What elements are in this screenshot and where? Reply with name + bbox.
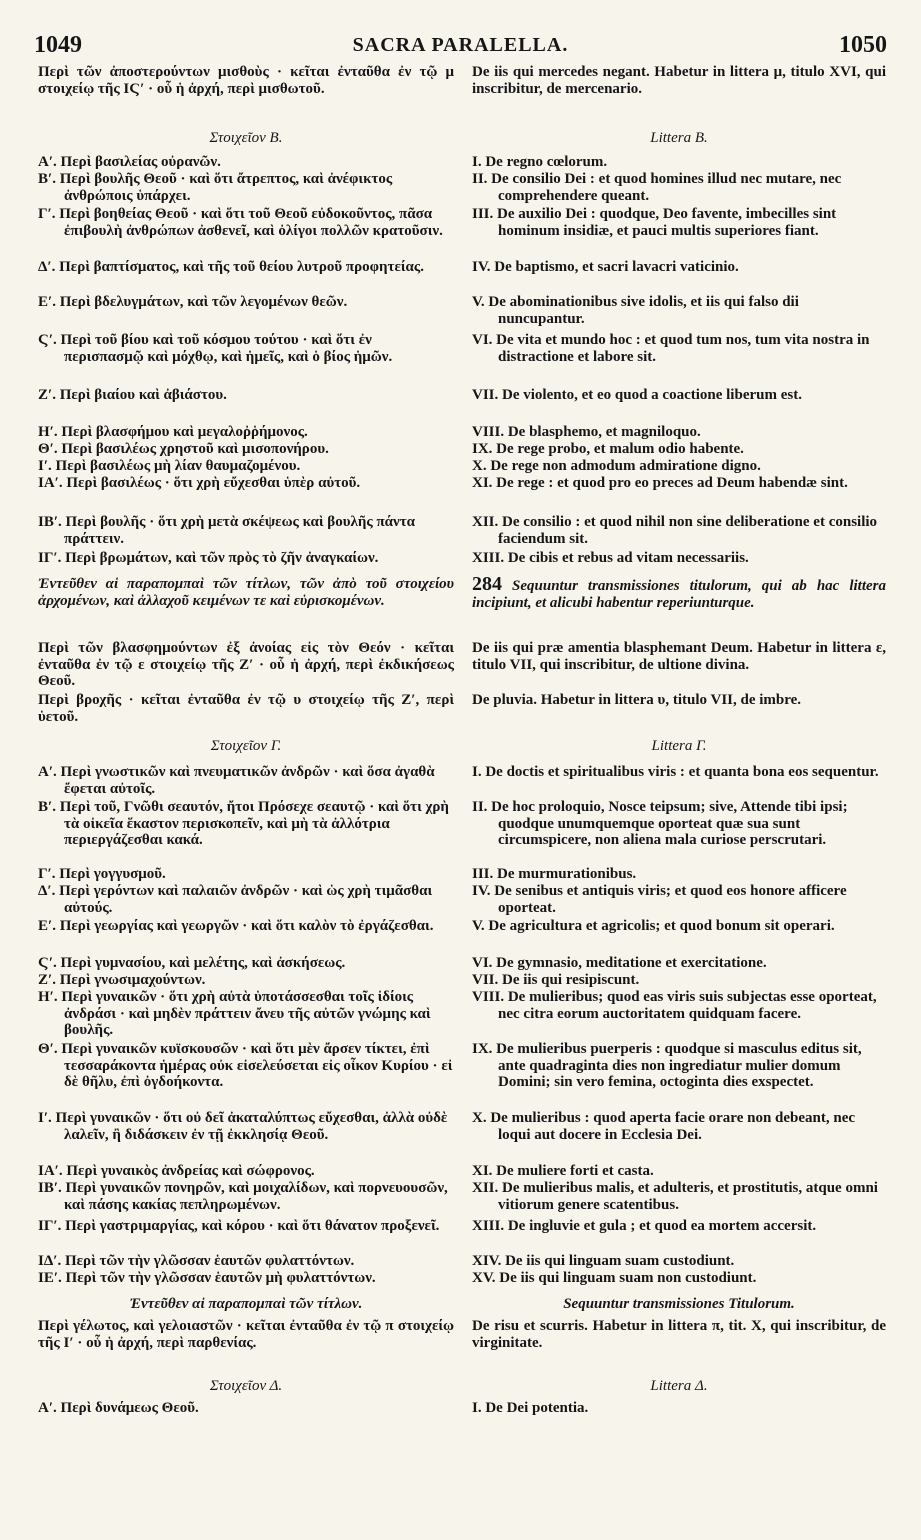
greek-entry: Α′. Περὶ δυνάμεως Θεοῦ. — [38, 1400, 199, 1416]
latin-entry: VII. De iis qui resipiscunt. — [472, 972, 640, 988]
latin-entry: IV. De baptismo, et sacri lavacri vaticinio. — [472, 259, 739, 275]
greek-entry: Ϛ′. Περὶ γυμνασίου, καὶ μελέτης, καὶ ἀσκήσεως. — [38, 955, 346, 971]
latin-entry: XI. De muliere forti et casta. — [472, 1163, 654, 1179]
greek-entry: Στοιχεῖον Δ. — [209, 1378, 283, 1394]
greek-entry: Περὶ βροχῆς · κεῖται ἐνταῦθα ἐν τῷ υ στοιχείῳ τῆς Ζ′, περὶ ὑετοῦ. — [38, 692, 454, 725]
latin-entry: I. De Dei potentia. — [472, 1400, 589, 1416]
greek-entry: Ι′. Περὶ γυναικῶν · ὅτι οὐ δεῖ ἀκαταλύπτως εὔχεσθαι, ἀλλὰ οὐδὲ λαλεῖν, ἢ διδάσκειν ἐν τῇ ἐκκλησίᾳ Θεοῦ. — [38, 1110, 448, 1143]
greek-entry: Περὶ τῶν ἀποστερούντων μισθοὺς · κεῖται ἐνταῦθα ἐν τῷ μ στοιχείῳ τῆς ΙϚ′ · οὗ ἡ ἀρχή, περὶ μισθωτοῦ. — [38, 64, 454, 97]
page-number-left: 1049 — [34, 32, 82, 58]
latin-entry: V. De abominationibus sive idolis, et iis qui falso dii nuncupantur. — [472, 294, 799, 327]
greek-entry: Ϛ′. Περὶ τοῦ βίου καὶ τοῦ κόσμου τούτου · καὶ ὅτι ἐν περισπασμῷ καὶ μόχθῳ, καὶ ἡμεῖς, καὶ ὁ βίος ἡμῶν. — [38, 332, 393, 365]
greek-entry: Περὶ γέλωτος, καὶ γελοιαστῶν · κεῖται ἐνταῦθα ἐν τῷ π στοιχείῳ τῆς Ι′ · οὗ ἡ ἀρχή, περὶ παρθενίας. — [38, 1318, 454, 1351]
latin-entry-text: Sequuntur transmissiones titulorum, qui ab hac littera incipiunt, et alicubi habentur reperiunturque. — [472, 578, 887, 611]
latin-entry: X. De mulieribus : quod aperta facie orare non debeant, nec loqui aut docere in Ecclesia Dei. — [472, 1110, 856, 1143]
greek-entry: Ι′. Περὶ βασιλέως μὴ λίαν θαυμαζομένου. — [38, 458, 301, 474]
latin-entry: De risu et scurris. Habetur in littera π, tit. X, qui inscribitur, de virginitate. — [472, 1318, 886, 1351]
latin-entry: IV. De senibus et antiquis viris; et quod eos honore afficere oporteat. — [472, 883, 847, 916]
running-header — [34, 32, 887, 60]
greek-entry: Α′. Περὶ γνωστικῶν καὶ πνευματικῶν ἀνδρῶν · καὶ ὅσα ἀγαθὰ ἔφεται αὐτοῖς. — [38, 764, 435, 797]
latin-entry: De pluvia. Habetur in littera υ, titulo VII, de imbre. — [472, 692, 802, 708]
latin-entry: I. De doctis et spiritualibus viris : et quanta bona eos sequentur. — [472, 764, 879, 780]
greek-entry: ΙΒ′. Περὶ γυναικῶν πονηρῶν, καὶ μοιχαλίδων, καὶ πορνευουσῶν, καὶ πάσης κακίας πεπληρωμένων. — [38, 1180, 448, 1213]
greek-entry: ΙΒ′. Περὶ βουλῆς · ὅτι χρὴ μετὰ σκέψεως καὶ βουλῆς πάντα πράττειν. — [38, 514, 416, 547]
latin-entry: IX. De rege probo, et malum odio habente. — [472, 441, 744, 457]
greek-entry: Ε′. Περὶ βδελυγμάτων, καὶ τῶν λεγομένων θεῶν. — [38, 294, 348, 310]
greek-entry: Η′. Περὶ γυναικῶν · ὅτι χρὴ αὐτὰ ὑποτάσσεσθαι τοῖς ἰδίοις ἀνδράσι · καὶ μηδὲν πράττειν ἄνευ τῆς αὐτῶν γνώμης καὶ βουλῆς. — [38, 989, 431, 1038]
latin-entry: XII. De mulieribus malis, et adulteris, et prostitutis, atque omni vitiorum genere scatentibus. — [472, 1180, 878, 1213]
greek-entry: Β′. Περὶ βουλῆς Θεοῦ · καὶ ὅτι ἄτρεπτος, καὶ ἀνέφικτος ἀνθρώποις ὑπάρχει. — [38, 171, 393, 204]
latin-entry: II. De consilio Dei : et quod homines illud nec mutare, nec comprehendere queant. — [472, 171, 842, 204]
latin-entry: II. De hoc proloquio, Nosce teipsum; sive, Attende tibi ipsi; quodque unumquemque oporteat quæ sua sunt circumspicere, non aliena mala curiose perscrutari. — [472, 799, 848, 848]
greek-entry: Ἐντεῦθεν αἱ παραπομπαὶ τῶν τίτλων, τῶν ἀπὸ τοῦ στοιχείου ἀρχομένων, καὶ ἀλλαχοῦ κειμένων τε καὶ εὑρισκομένων. — [38, 576, 454, 609]
latin-entry: XV. De iis qui linguam suam non custodiunt. — [472, 1270, 757, 1286]
latin-entry: Littera Γ. — [651, 738, 707, 754]
latin-entry: I. De regno cœlorum. — [472, 154, 608, 170]
greek-entry: Δ′. Περὶ βαπτίσματος, καὶ τῆς τοῦ θείου λυτροῦ προφητείας. — [38, 259, 424, 275]
latin-entry: Littera Δ. — [650, 1378, 708, 1394]
greek-entry: Θ′. Περὶ γυναικῶν κυϊσκουσῶν · καὶ ὅτι μὲν ἄρσεν τίκτει, ἐπὶ τεσσαράκοντα ἡμέρας οὐκ εἰσελεύσεται εἰς οἶκον Κυρίου · εἰ δὲ θῆλυ, ἐπὶ ὀγδοήκοντα. — [38, 1041, 453, 1090]
latin-entry: III. De auxilio Dei : quodque, Deo favente, imbecilles sint hominum insidiæ, et pauci multis superiores fiant. — [472, 206, 837, 239]
latin-entry: VII. De violento, et eo quod a coactione liberum est. — [472, 387, 802, 403]
greek-entry: Ἐντεῦθεν αἱ παραπομπαὶ τῶν τίτλων. — [129, 1296, 363, 1312]
latin-entry: III. De murmurationibus. — [472, 866, 637, 882]
latin-entry: XIV. De iis qui linguam suam custodiunt. — [472, 1253, 735, 1269]
greek-entry: Θ′. Περὶ βασιλέως χρηστοῦ καὶ μισοπονήρου. — [38, 441, 329, 457]
latin-entry: IX. De mulieribus puerperis : quodque si masculus editus sit, ante quadraginta dies non ingrediatur mulier domum Domini; sin vero femina, octoginta dies exspectet. — [472, 1041, 862, 1090]
greek-entry: ΙΓ′. Περὶ γαστριμαργίας, καὶ κόρου · καὶ ὅτι θάνατον προξενεῖ. — [38, 1218, 440, 1234]
latin-entry: XII. De consilio : et quod nihil non sine deliberatione et consilio faciendum sit. — [472, 514, 878, 547]
latin-entry: Sequuntur transmissiones Titulorum. — [563, 1296, 795, 1312]
latin-entry: XIII. De cibis et rebus ad vitam necessariis. — [472, 550, 749, 566]
greek-entry: ΙΑ′. Περὶ βασιλέως · ὅτι χρὴ εὔχεσθαι ὑπὲρ αὐτοῦ. — [38, 475, 361, 491]
greek-entry: ΙΔ′. Περὶ τῶν τὴν γλῶσσαν ἑαυτῶν φυλαττόντων. — [38, 1253, 355, 1269]
greek-entry: ΙΓ′. Περὶ βρωμάτων, καὶ τῶν πρὸς τὸ ζῆν ἀναγκαίων. — [38, 550, 379, 566]
latin-entry: XI. De rege : et quod pro eo preces ad Deum habendæ sint. — [472, 475, 848, 491]
latin-entry: V. De agricultura et agricolis; et quod bonum sit operari. — [472, 918, 835, 934]
greek-entry: Η′. Περὶ βλασφήμου καὶ μεγαλοῤῥήμονος. — [38, 424, 308, 440]
latin-entry: VIII. De mulieribus; quod eas viris suis subjectas esse oporteat, nec citra eorum auctoritatem quidquam facere. — [472, 989, 877, 1022]
latin-entry: X. De rege non admodum admiratione digno. — [472, 458, 761, 474]
latin-entry: Littera B. — [650, 130, 708, 146]
page-number-right: 1050 — [839, 32, 887, 58]
latin-entry: VI. De gymnasio, meditatione et exercitatione. — [472, 955, 767, 971]
greek-entry: Στοιχεῖον Γ. — [210, 738, 282, 754]
greek-entry: Δ′. Περὶ γερόντων καὶ παλαιῶν ἀνδρῶν · καὶ ὡς χρὴ τιμᾶσθαι αὐτούς. — [38, 883, 433, 916]
latin-entry: De iis qui mercedes negant. Habetur in littera μ, titulo XVI, qui inscribitur, de mercenario. — [472, 64, 886, 97]
greek-entry: ΙΑ′. Περὶ γυναικὸς ἀνδρείας καὶ σώφρονος. — [38, 1163, 315, 1179]
greek-entry: Ε′. Περὶ γεωργίας καὶ γεωργῶν · καὶ ὅτι καλὸν τὸ ἐργάζεσθαι. — [38, 918, 434, 934]
greek-entry: Γ′. Περὶ βοηθείας Θεοῦ · καὶ ὅτι τοῦ Θεοῦ εὐδοκοῦντος, πᾶσα ἐπιβουλὴ ἀνθρώπων ἀσθενεῖ, καὶ ὀλίγοι πολλῶν κρατοῦσιν. — [38, 206, 443, 239]
latin-entry: VIII. De blasphemo, et magniloquo. — [472, 424, 701, 440]
column-number: 284 — [472, 573, 502, 595]
latin-entry: VI. De vita et mundo hoc : et quod tum nos, tum vita nostra in distractione et labore sit. — [472, 332, 870, 365]
latin-entry: De iis qui præ amentia blasphemant Deum. Habetur in littera ε, titulo VII, qui inscribitur, de ultione divina. — [472, 640, 886, 673]
greek-entry: Α′. Περὶ βασιλείας οὐρανῶν. — [38, 154, 221, 170]
greek-entry: Ζ′. Περὶ βιαίου καὶ ἀβιάστου. — [38, 387, 227, 403]
latin-entry: XIII. De ingluvie et gula ; et quod ea mortem accersit. — [472, 1218, 817, 1234]
greek-entry: Στοιχεῖον Β. — [209, 130, 283, 146]
running-title: SACRA PARALELLA. — [352, 34, 569, 56]
latin-entry — [472, 573, 887, 611]
greek-entry: Ζ′. Περὶ γνωσιμαχούντων. — [38, 972, 206, 988]
greek-entry: Β′. Περὶ τοῦ, Γνῶθι σεαυτόν, ἤτοι Πρόσεχε σεαυτῷ · καὶ ὅτι χρὴ τὰ οἰκεῖα ἕκαστον περισκοπεῖν, καὶ μὴ τὰ ἀλλότρια περιεργάζεσθαι κακά. — [38, 799, 449, 848]
greek-entry: Γ′. Περὶ γογγυσμοῦ. — [38, 866, 166, 882]
greek-entry: ΙΕ′. Περὶ τῶν τὴν γλῶσσαν ἑαυτῶν μὴ φυλαττόντων. — [38, 1270, 376, 1286]
greek-entry: Περὶ τῶν βλασφημούντων ἐξ ἀνοίας εἰς τὸν Θεόν · κεῖται ἐνταῦθα ἐν τῷ ε στοιχείῳ τῆς Ζ′ · οὗ ἡ ἀρχή, περὶ ἐκδικήσεως Θεοῦ. — [38, 640, 454, 689]
